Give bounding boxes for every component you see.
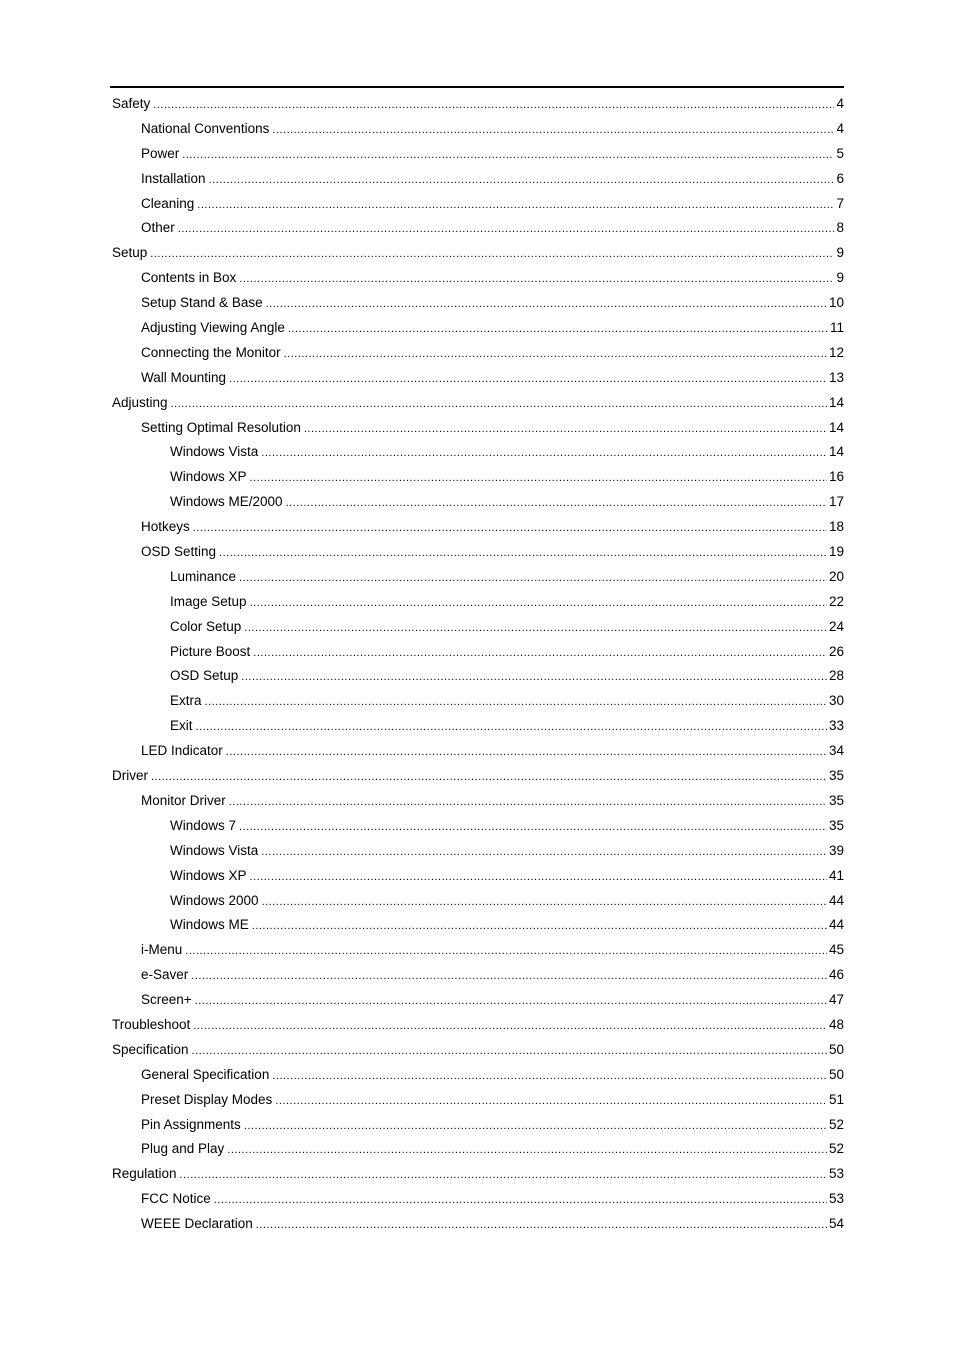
toc-dot-leader: [261, 840, 827, 865]
toc-entry-title: LED Indicator: [141, 743, 223, 759]
toc-entry[interactable]: [112, 1088, 844, 1113]
toc-entry[interactable]: [112, 490, 844, 515]
toc-entry-title: Other: [141, 220, 175, 236]
toc-entry[interactable]: [112, 316, 844, 341]
toc-entry-page-number: 19: [828, 544, 844, 560]
toc-entry[interactable]: [112, 216, 844, 241]
toc-entry-title: Picture Boost: [170, 643, 251, 659]
toc-entry[interactable]: [112, 1113, 844, 1138]
toc-entry-page-number: 28: [828, 668, 844, 684]
toc-entry[interactable]: [112, 1013, 844, 1038]
toc-entry-title: Cleaning: [141, 195, 195, 211]
toc-entry-page-number: 51: [828, 1091, 844, 1107]
toc-entry[interactable]: [112, 988, 844, 1013]
header-rule: [110, 86, 844, 88]
toc-dot-leader: [266, 292, 827, 317]
toc-entry-title: Wall Mounting: [141, 369, 227, 385]
toc-dot-leader: [209, 168, 835, 193]
toc-dot-leader: [185, 939, 827, 964]
toc-dot-leader: [197, 193, 834, 218]
toc-entry-title: Adjusting: [112, 394, 168, 410]
toc-entry-page-number: 16: [828, 469, 844, 485]
toc-dot-leader: [244, 1114, 827, 1139]
toc-entry-title: e-Saver: [141, 967, 189, 983]
toc-dot-leader: [151, 765, 827, 790]
toc-entry-page-number: 10: [828, 295, 844, 311]
toc-entry-title: National Conventions: [141, 120, 270, 136]
toc-dot-leader: [214, 1188, 827, 1213]
toc-dot-leader: [153, 93, 834, 118]
toc-entry[interactable]: [112, 266, 844, 291]
toc-entry-title: Windows XP: [170, 867, 247, 883]
toc-dot-leader: [192, 1039, 827, 1064]
toc-entry-page-number: 52: [828, 1116, 844, 1132]
toc-entry[interactable]: [112, 963, 844, 988]
toc-dot-leader: [196, 715, 827, 740]
toc-dot-leader: [171, 392, 827, 417]
toc-entry-title: Monitor Driver: [141, 792, 226, 808]
toc-entry-page-number: 6: [836, 170, 844, 186]
toc-entry-page-number: 11: [829, 320, 844, 336]
toc-entry-title: Windows 7: [170, 817, 237, 833]
toc-entry-title: WEEE Declaration: [141, 1216, 253, 1232]
toc-entry[interactable]: [112, 366, 844, 391]
toc-dot-leader: [250, 591, 827, 616]
toc-entry[interactable]: [112, 465, 844, 490]
toc-entry-page-number: 4: [836, 120, 844, 136]
toc-entry[interactable]: [112, 515, 844, 540]
toc-entry[interactable]: [112, 938, 844, 963]
toc-entry-title: Hotkeys: [141, 519, 190, 535]
toc-entry-title: Windows XP: [170, 469, 247, 485]
toc-entry-title: Setup: [112, 245, 148, 261]
toc-entry-title: Luminance: [170, 568, 237, 584]
toc-dot-leader: [284, 342, 827, 367]
toc-entry-title: Specification: [112, 1041, 189, 1057]
toc-entry[interactable]: [112, 839, 844, 864]
toc-entry[interactable]: [112, 814, 844, 839]
toc-entry-title: Contents in Box: [141, 270, 237, 286]
toc-entry[interactable]: [112, 664, 844, 689]
toc-dot-leader: [150, 242, 834, 267]
toc-entry-title: Safety: [112, 96, 151, 111]
toc-entry-page-number: 35: [828, 817, 844, 833]
toc-entry[interactable]: [112, 1162, 844, 1187]
toc-entry-page-number: 39: [828, 842, 844, 858]
toc-entry-page-number: 50: [828, 1041, 844, 1057]
toc-dot-leader: [261, 441, 827, 466]
toc-dot-leader: [252, 914, 827, 939]
toc-dot-leader: [178, 217, 835, 242]
toc-entry-page-number: 47: [828, 992, 844, 1008]
toc-entry-title: Windows Vista: [170, 444, 259, 460]
toc-dot-leader: [229, 790, 827, 815]
toc-dot-leader: [219, 541, 827, 566]
toc-dot-leader: [239, 267, 834, 292]
toc-entry[interactable]: [112, 391, 844, 416]
toc-entry-page-number: 52: [828, 1141, 844, 1157]
toc-entry-page-number: 17: [828, 494, 844, 510]
toc-entry-title: Exit: [170, 718, 193, 734]
toc-entry[interactable]: [112, 739, 844, 764]
toc-entry[interactable]: [112, 764, 844, 789]
toc-entry-page-number: 35: [828, 768, 844, 784]
toc-entry[interactable]: [112, 615, 844, 640]
toc-entry[interactable]: [112, 1212, 844, 1237]
toc-entry-title: FCC Notice: [141, 1191, 211, 1207]
table-of-contents: [112, 92, 844, 1237]
toc-dot-leader: [250, 466, 827, 491]
toc-dot-leader: [256, 1213, 827, 1238]
toc-entry-title: Setting Optimal Resolution: [141, 419, 301, 435]
toc-entry[interactable]: [112, 341, 844, 366]
toc-entry-title: Installation: [141, 170, 206, 186]
toc-dot-leader: [262, 890, 827, 915]
toc-entry-page-number: 14: [828, 394, 844, 410]
toc-entry-title: Power: [141, 145, 180, 161]
toc-entry-title: Pin Assignments: [141, 1116, 241, 1132]
toc-dot-leader: [193, 516, 827, 541]
toc-entry-title: Regulation: [112, 1166, 177, 1182]
toc-entry-title: i-Menu: [141, 942, 183, 958]
toc-dot-leader: [286, 491, 827, 516]
toc-dot-leader: [180, 1163, 827, 1188]
toc-entry-page-number: 26: [828, 643, 844, 659]
toc-entry-page-number: 24: [828, 618, 844, 634]
toc-entry-page-number: 9: [836, 245, 844, 261]
toc-dot-leader: [272, 118, 834, 143]
toc-entry-title: Image Setup: [170, 593, 247, 609]
toc-entry[interactable]: [112, 864, 844, 889]
toc-entry[interactable]: [112, 167, 844, 192]
toc-entry-page-number: 22: [828, 593, 844, 609]
toc-entry[interactable]: [112, 291, 844, 316]
toc-entry[interactable]: [112, 92, 844, 117]
toc-entry[interactable]: [112, 241, 844, 266]
toc-dot-leader: [241, 665, 827, 690]
toc-dot-leader: [239, 815, 827, 840]
toc-entry-page-number: 48: [828, 1016, 844, 1032]
toc-entry-title: Windows 2000: [170, 892, 259, 908]
toc-entry-page-number: 9: [836, 270, 844, 286]
toc-dot-leader: [304, 417, 827, 442]
toc-dot-leader: [275, 1089, 827, 1114]
toc-entry-page-number: 35: [828, 792, 844, 808]
toc-entry-title: Preset Display Modes: [141, 1091, 273, 1107]
toc-entry-page-number: 41: [828, 867, 844, 883]
toc-entry-page-number: 8: [836, 220, 844, 236]
toc-entry-page-number: 20: [828, 568, 844, 584]
toc-entry-page-number: 54: [828, 1216, 844, 1232]
toc-entry[interactable]: [112, 142, 844, 167]
toc-entry[interactable]: [112, 117, 844, 142]
toc-entry-title: Driver: [112, 768, 148, 784]
toc-dot-leader: [272, 1064, 827, 1089]
toc-entry[interactable]: [112, 913, 844, 938]
toc-entry[interactable]: [112, 1038, 844, 1063]
toc-entry-title: Color Setup: [170, 618, 242, 634]
toc-dot-leader: [195, 989, 827, 1014]
toc-entry-title: Windows ME: [170, 917, 249, 933]
toc-dot-leader: [226, 740, 827, 765]
toc-entry[interactable]: [112, 889, 844, 914]
toc-entry-title: Windows Vista: [170, 842, 259, 858]
toc-entry-page-number: 30: [828, 693, 844, 709]
toc-dot-leader: [191, 964, 827, 989]
toc-entry-title: Troubleshoot: [112, 1016, 191, 1032]
toc-entry-page-number: 14: [828, 444, 844, 460]
toc-entry-page-number: 53: [828, 1166, 844, 1182]
toc-dot-leader: [205, 690, 827, 715]
toc-entry-page-number: 33: [828, 718, 844, 734]
toc-entry-page-number: 5: [836, 145, 844, 161]
toc-entry-page-number: 45: [828, 942, 844, 958]
toc-dot-leader: [193, 1014, 827, 1039]
toc-entry[interactable]: [112, 565, 844, 590]
toc-entry-page-number: 34: [828, 743, 844, 759]
toc-entry-page-number: 50: [828, 1066, 844, 1082]
toc-dot-leader: [182, 143, 834, 168]
toc-entry-page-number: 14: [828, 419, 844, 435]
toc-entry-page-number: 18: [828, 519, 844, 535]
toc-entry[interactable]: [112, 689, 844, 714]
toc-entry-title: Setup Stand & Base: [141, 295, 263, 311]
toc-dot-leader: [227, 1138, 827, 1163]
toc-entry-title: Extra: [170, 693, 202, 709]
toc-entry-page-number: 7: [836, 195, 844, 211]
toc-entry-title: Plug and Play: [141, 1141, 225, 1157]
toc-entry-title: Connecting the Monitor: [141, 344, 281, 360]
toc-entry[interactable]: [112, 440, 844, 465]
toc-entry[interactable]: [112, 416, 844, 441]
toc-entry[interactable]: [112, 540, 844, 565]
toc-entry[interactable]: [112, 590, 844, 615]
toc-entry-page-number: 53: [828, 1191, 844, 1207]
toc-entry-title: OSD Setup: [170, 668, 239, 684]
toc-entry[interactable]: [112, 640, 844, 665]
toc-dot-leader: [250, 865, 827, 890]
toc-dot-leader: [288, 317, 828, 342]
toc-entry-title: General Specification: [141, 1066, 270, 1082]
toc-entry[interactable]: [112, 1063, 844, 1088]
toc-entry[interactable]: [112, 1187, 844, 1212]
toc-dot-leader: [229, 367, 827, 392]
toc-entry-page-number: 44: [828, 892, 844, 908]
toc-dot-leader: [244, 616, 827, 641]
toc-entry-page-number: 44: [828, 917, 844, 933]
toc-entry-title: Screen+: [141, 992, 192, 1008]
toc-entry-title: Windows ME/2000: [170, 494, 283, 510]
toc-dot-leader: [253, 641, 827, 666]
toc-entry-page-number: 12: [828, 344, 844, 360]
toc-entry-title: Adjusting Viewing Angle: [141, 320, 285, 336]
toc-entry-page-number: 46: [828, 967, 844, 983]
toc-entry[interactable]: [112, 789, 844, 814]
toc-entry-page-number: 4: [836, 96, 844, 111]
toc-entry[interactable]: [112, 714, 844, 739]
toc-entry-page-number: 13: [828, 369, 844, 385]
toc-entry[interactable]: [112, 1137, 844, 1162]
toc-entry[interactable]: [112, 192, 844, 217]
toc-dot-leader: [239, 566, 827, 591]
toc-entry-title: OSD Setting: [141, 544, 217, 560]
